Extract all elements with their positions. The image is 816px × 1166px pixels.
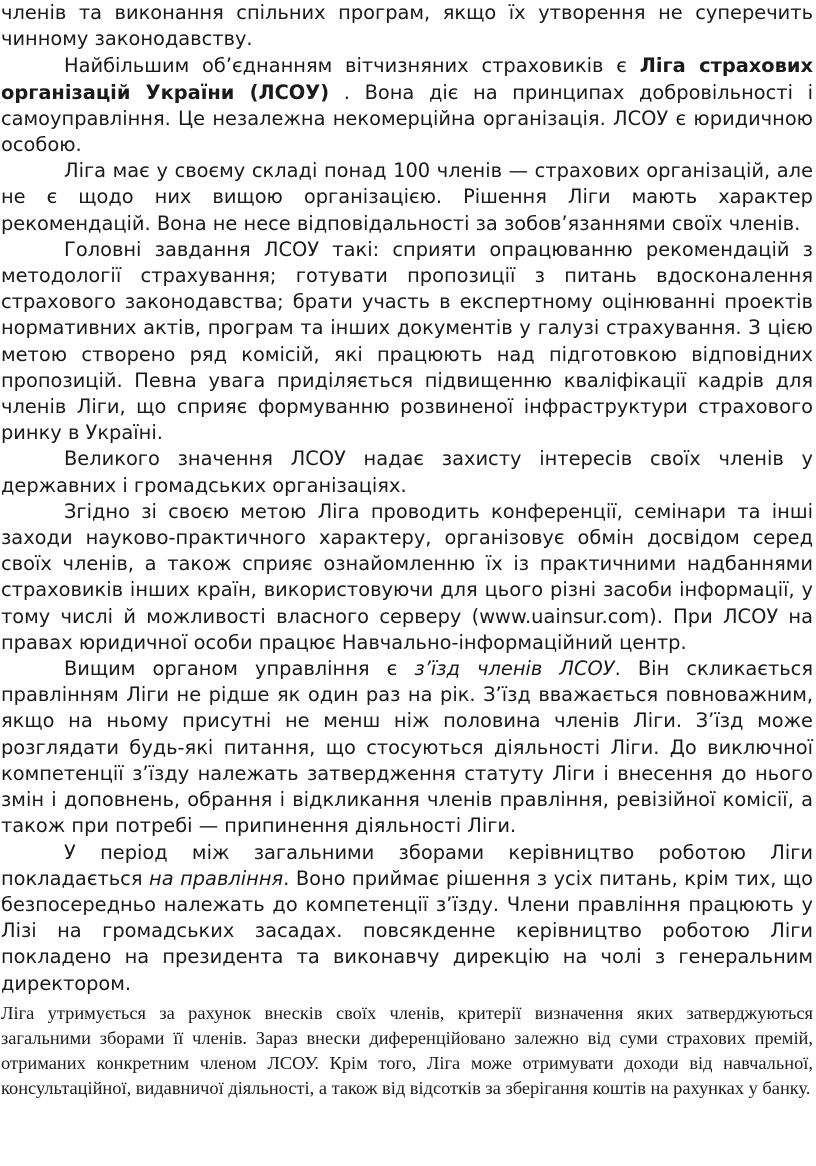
italic-term-board: на правління	[149, 866, 284, 890]
paragraph-text: Згідно зі своєю метою Ліга проводить конференції, семінари та інші заходи науково-практичного характеру, організовує обмін досвідом серед своїх членів, а також сприяє ознайомленню їх із практичними надбаннями страховиків інших країн, використовуючи для цього різні засоби інформації, у тому числі й можливості власного серверу (www.uainsur.com). При ЛСОУ на правах юридичної особи працює Навчально-інформаційний центр.	[1, 499, 813, 654]
paragraph-conferences	[1, 499, 813, 656]
paragraph-lsou-intro	[1, 53, 813, 158]
italic-term-congress: з’їзд членів ЛСОУ	[414, 657, 615, 681]
paragraph-text: Великого значення ЛСОУ надає захисту інтересів своїх членів у державних і громадських організаціях.	[1, 447, 813, 497]
paragraph-main-tasks	[1, 237, 813, 447]
paragraph-continuation	[1, 0, 813, 52]
paragraph-text: . Вона діє на принципах добровільності і самоуправління. Це незалежна некомерційна організація. ЛСОУ є юридичною особою.	[1, 80, 813, 157]
paragraph-congress	[1, 656, 813, 839]
paragraph-text: Ліга утримується за рахунок внесків своїх членів, критерії визначення яких затверджуються загальними зборами її членів. Зараз внески диференційовано залежно від суми страхових премій, отриманих конкретним членом ЛСОУ. Крім того, Ліга може отримувати доходи від навчальної, консультаційної, видавничої діяльності, а також від відсотків за зберігання коштів на рахунках у банку.	[1, 1002, 813, 1099]
paragraph-text: У період між загальними зборами керівництво роботою Ліги покладається	[1, 840, 813, 890]
paragraph-text: Головні завдання ЛСОУ такі: сприяти опрацюванню рекомендацій з методології страхування; готувати пропозиції з питань вдосконалення страхового законодавства; брати участь в експертному оцінюванні проектів нормативних актів, програм та інших документів у галузі страхування. З цією метою створено ряд комісій, які працюють над підготовкою відповідних пропозицій. Певна увага приділяється підвищенню кваліфікації кадрів для членів Ліги, що сприяє формуванню розвиненої інфраструктури страхового ринку в Україні.	[1, 237, 813, 445]
paragraph-text: Ліга має у своєму складі понад 100 членів — страхових організацій, але не є щодо них вищою організацією. Рішення Ліги мають характер рекомендацій. Вона не несе відповідальності за зобов’язаннями своїх членів.	[1, 159, 813, 235]
paragraph-board	[1, 840, 813, 997]
paragraph-text: Вищим органом управління є	[64, 657, 415, 681]
paragraph-funding	[1, 1001, 813, 1102]
paragraph-text: Найбільшим об’єднанням вітчизняних страховиків є	[64, 54, 640, 78]
paragraph-text: . Воно приймає рішення з усіх питань, крім тих, що безпосередньо належать до компетенції з’їзду. Члени правління працюють у Лізі на громадських засадах. повсякденне керівництво роботою Ліги покладено на президента та виконавчу дирекцію на чолі з генеральним директором.	[1, 866, 813, 995]
paragraph-protection	[1, 446, 813, 498]
bold-term-lsou: Ліга страхових організацій України (ЛСОУ)	[1, 54, 813, 104]
paragraph-text: . Він скликається правлінням Ліги не рідше як один раз на рік. З’їзд вважається повноважним, якщо на ньому присутні не менш ніж половина членів Ліги. З’їзд може розглядати будь-які питання, що стосуються діяльності Ліги. До виключної компетенції з’їзду належать затвердження статуту Ліги і внесення до нього змін і доповнень, обрання і відкликання членів правління, ревізійної комісії, а також при потребі — припинення діяльності Ліги.	[1, 657, 813, 838]
paragraph-membership	[1, 158, 813, 237]
paragraph-text: членів та виконання спільних програм, якщо їх утворення не суперечить чинному законодавству.	[1, 1, 813, 51]
